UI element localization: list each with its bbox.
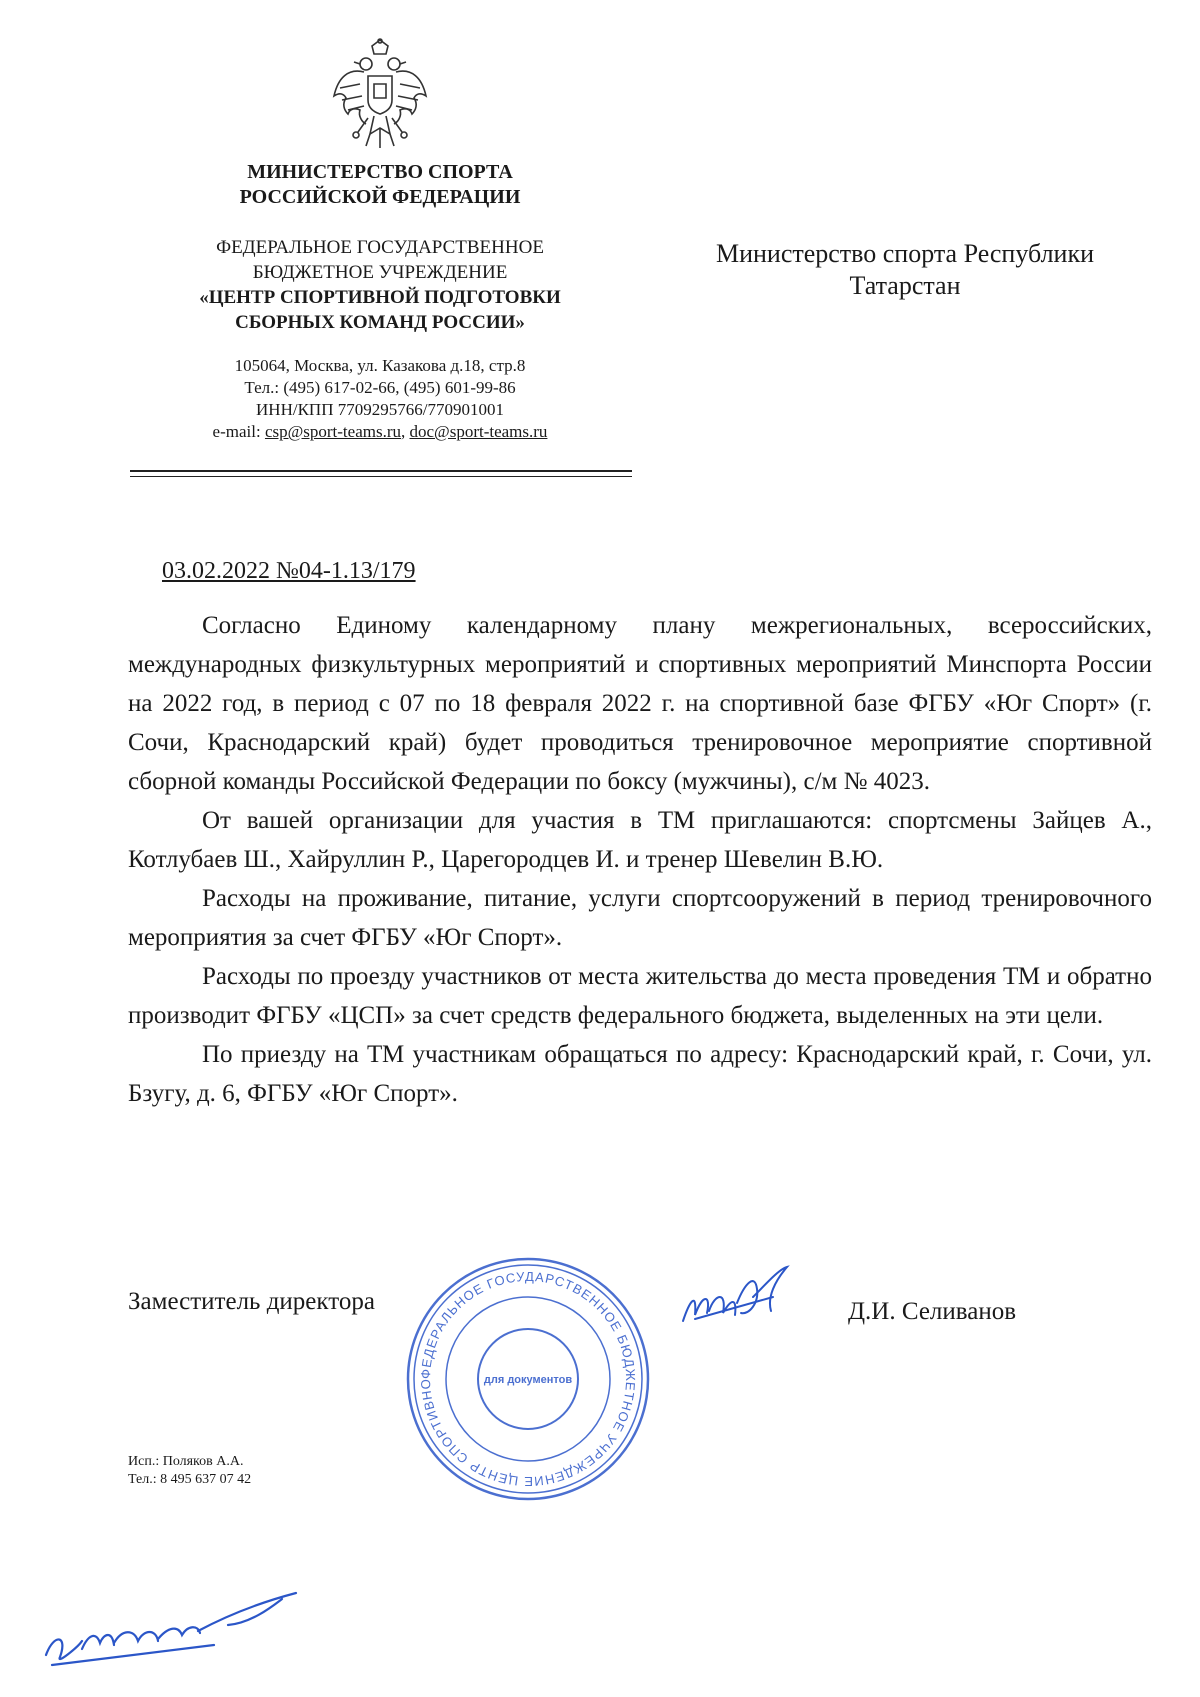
recipient-line-1: Министерство спорта Республики	[715, 239, 1095, 268]
institution-name	[140, 235, 620, 335]
paragraph-4: Расходы по проезду участников от места жительства до места проведения ТМ и обратно производит ФГБУ «ЦСП» за счет средств федерального бюджета, выделенных на эти цели.	[128, 963, 1152, 1029]
official-stamp-icon	[404, 1255, 652, 1503]
header-divider-thin	[130, 476, 632, 477]
ministry-line-2: РОССИЙСКОЙ ФЕДЕРАЦИИ	[239, 186, 521, 208]
email-prefix: e-mail:	[212, 422, 265, 441]
handwritten-approval-signature-icon	[38, 1585, 303, 1673]
header-divider	[130, 470, 632, 472]
document-reference: 03.02.2022 №04-1.13/179	[162, 558, 416, 584]
email-link-1[interactable]: csp@sport-teams.ru	[264, 422, 401, 441]
ministry-line-1: МИНИСТЕРСТВО СПОРТА	[247, 161, 513, 183]
stamp-inner-text: для документов	[483, 1374, 573, 1386]
institution-line-2: БЮДЖЕТНОЕ УЧРЕЖДЕНИЕ	[252, 262, 508, 283]
letter-body	[128, 606, 1152, 1113]
institution-line-1: ФЕДЕРАЛЬНОЕ ГОСУДАРСТВЕННОЕ	[216, 237, 544, 258]
paragraph-1: Согласно Единому календарному плану межрегиональных, всероссийских, международных физкультурных мероприятий и спортивных мероприятий Минспорта России на 2022 год, в период с 07 по 18 февраля 2022 г. на спортивной базе ФГБУ «Юг Спорт» (г. Сочи, Краснодарский край) будет проводиться тренировочное мероприятие спортивной сборной команды Российской Федерации по боксу (мужчины), с/м № 4023.	[128, 612, 1152, 795]
recipient-line-2: Татарстан	[849, 271, 961, 300]
phone: Тел.: (495) 617-02-66, (495) 601-99-86	[244, 378, 516, 397]
institution-line-3: «ЦЕНТР СПОРТИВНОЙ ПОДГОТОВКИ	[199, 287, 561, 308]
email-line	[160, 421, 600, 443]
institution-contacts	[160, 355, 600, 443]
ministry-header	[170, 160, 590, 210]
svg-text:ФЕДЕРАЛЬНОЕ ГОСУДАРСТВЕННОЕ БЮ	[404, 1255, 638, 1489]
executor-info	[128, 1453, 251, 1489]
address: 105064, Москва, ул. Казакова д.18, стр.8	[234, 356, 526, 375]
signer-name: Д.И. Селиванов	[848, 1298, 1017, 1325]
recipient	[690, 238, 1120, 302]
executor-name: Исп.: Поляков А.А.	[128, 1454, 244, 1469]
inn-kpp: ИНН/КПП 7709295766/770901001	[256, 400, 504, 419]
handwritten-signature-icon	[675, 1263, 790, 1337]
paragraph-2: От вашей организации для участия в ТМ приглашаются: спортсмены Зайцев А., Котлубаев Ш., Хайруллин Р., Царегородцев И. и тренер Шевелин В.Ю.	[128, 807, 1152, 873]
email-link-2[interactable]: doc@sport-teams.ru	[409, 422, 548, 441]
paragraph-5: По приезду на ТМ участникам обращаться по адресу: Краснодарский край, г. Сочи, ул. Бзугу, д. 6, ФГБУ «Юг Спорт».	[128, 1041, 1152, 1107]
coat-of-arms-icon	[330, 38, 430, 156]
signer-position: Заместитель директора	[128, 1288, 375, 1315]
stamp-outer-text: ФЕДЕРАЛЬНОЕ ГОСУДАРСТВЕННОЕ БЮДЖЕТНОЕ УЧРЕЖДЕНИЕ ЦЕНТР СПОРТИВНО	[417, 1268, 639, 1490]
paragraph-3: Расходы на проживание, питание, услуги спортсооружений в период тренировочного мероприятия за счет ФГБУ «Юг Спорт».	[128, 885, 1152, 951]
executor-phone: Тел.: 8 495 637 07 42	[128, 1472, 252, 1487]
institution-line-4: СБОРНЫХ КОМАНД РОССИИ»	[235, 312, 525, 333]
email-separator: ,	[401, 422, 410, 441]
